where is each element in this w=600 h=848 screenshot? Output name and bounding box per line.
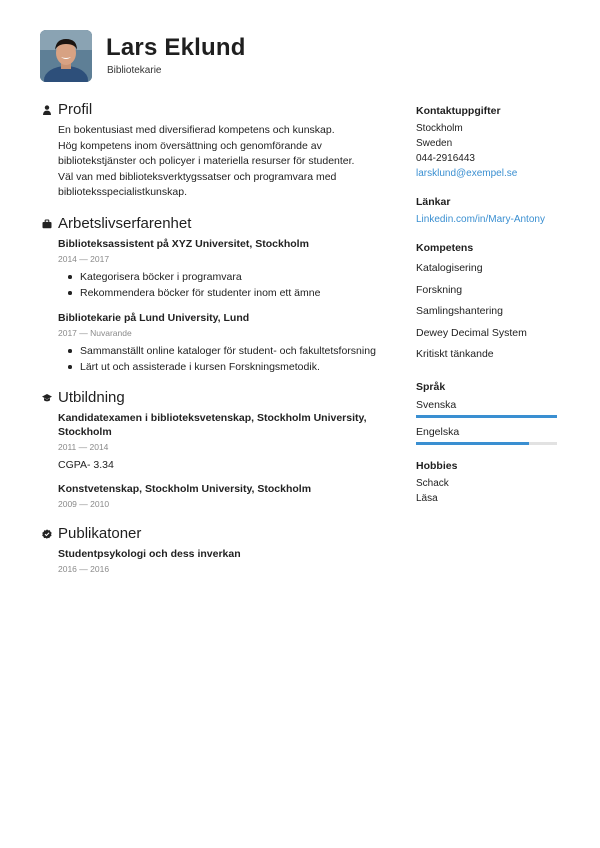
education-section (42, 389, 390, 511)
experience-section (42, 215, 390, 375)
publication-entry (58, 547, 390, 576)
contact-email-link[interactable]: larsklund@exempel.se (416, 168, 518, 179)
profile-line: biblioteksspecialistkunskap. (58, 186, 187, 198)
entry-bullets (58, 343, 390, 375)
graduation-cap-icon (42, 393, 52, 403)
experience-heading (42, 215, 390, 235)
entry-date: 2016 — 2016 (58, 563, 110, 574)
entry-title: Biblioteksassistent på XYZ Universitet, Stockholm (58, 237, 309, 250)
education-entry (58, 482, 390, 511)
languages-heading: Språk (416, 380, 446, 393)
skills-section (416, 241, 558, 366)
language-name: Svenska (416, 398, 457, 411)
sidebar-column (416, 104, 558, 520)
resume-header (40, 30, 560, 82)
language-level-fill (416, 442, 529, 445)
language-level-fill (416, 415, 557, 418)
entry-title-line: Kandidatexamen i biblioteksvetenskap, Stockholm University, (58, 411, 367, 424)
person-icon (42, 105, 52, 115)
linkedin-link[interactable]: Linkedin.com/in/Mary-Antony (416, 214, 545, 225)
skill-item: Samlingshantering (416, 305, 503, 317)
experience-entry (58, 237, 390, 301)
main-column (42, 101, 390, 590)
hobbies-section (416, 459, 558, 506)
profile-line: Hög kompetens inom översättning och genomförande av (58, 139, 322, 152)
profile-line: Väl van med biblioteksverktygssatser och programvara med (58, 170, 337, 183)
education-heading (42, 389, 390, 409)
section-title: Profil (58, 101, 93, 118)
entry-title-line: Stockholm (58, 425, 112, 438)
bullet-item: Sammanställt online kataloger för student- och fakultetsforsning (68, 343, 390, 359)
avatar (40, 30, 92, 82)
profile-line: En bokentusiast med diversifierad kompetens och kunskap. (58, 124, 335, 136)
skills-heading: Kompetens (416, 242, 474, 254)
verified-badge-icon (42, 529, 52, 539)
hobby-item: Läsa (416, 492, 438, 504)
experience-entry (58, 311, 390, 375)
bullet-item: Kategorisera böcker i programvara (68, 269, 390, 285)
links-heading: Länkar (416, 196, 451, 208)
languages-section (416, 380, 558, 445)
hobbies-heading: Hobbies (416, 459, 458, 472)
profile-section (42, 101, 390, 201)
profile-photo (40, 30, 92, 82)
bullet-item: Rekommendera böcker för studenter inom ett ämne (68, 285, 390, 301)
candidate-title: Bibliotekarie (107, 65, 162, 76)
language-item (416, 424, 558, 445)
profile-heading (42, 101, 390, 121)
contact-section (416, 104, 558, 181)
skill-item: Forskning (416, 283, 463, 296)
publications-heading (42, 525, 390, 545)
entry-title: Bibliotekarie på Lund University, Lund (58, 311, 250, 324)
section-title: Arbetslivserfarenhet (58, 214, 192, 232)
entry-date: 2009 — 2010 (58, 498, 110, 509)
contact-heading: Kontaktuppgifter (416, 105, 501, 117)
skill-item: Kritiskt tänkande (416, 348, 494, 360)
entry-date: 2011 — 2014 (58, 441, 109, 452)
section-title: Utbildning (58, 388, 125, 406)
entry-date: 2017 — Nuvarande (58, 327, 132, 338)
language-level-bar (416, 415, 557, 418)
entry-title (58, 411, 390, 439)
hobby-item: Schack (416, 477, 449, 489)
contact-country: Sweden (416, 138, 453, 149)
skill-item: Katalogisering (416, 262, 483, 274)
candidate-name: Lars Eklund (106, 34, 246, 61)
section-title: Publikatoner (58, 524, 142, 542)
briefcase-icon (42, 219, 52, 229)
contact-city: Stockholm (416, 123, 463, 134)
education-entry (58, 411, 390, 472)
language-level-bar (416, 442, 557, 445)
entry-title: Konstvetenskap, Stockholm University, Stockholm (58, 482, 312, 495)
entry-grade: CGPA- 3.34 (58, 458, 114, 471)
profile-line: bibliotekstjänster och policyer i materiella resurser för studenter. (58, 155, 355, 167)
entry-bullets (58, 269, 390, 301)
links-section (416, 195, 558, 227)
entry-title: Studentpsykologi och dess inverkan (58, 547, 241, 560)
language-item (416, 397, 558, 418)
publications-section (42, 525, 390, 576)
entry-date: 2014 — 2017 (58, 253, 110, 264)
language-name: Engelska (416, 425, 460, 438)
skill-item: Dewey Decimal System (416, 326, 527, 339)
contact-phone: 044-2916443 (416, 153, 475, 164)
profile-text (58, 123, 390, 201)
bullet-item: Lärt ut och assisterade i kursen Forskningsmetodik. (68, 359, 390, 375)
